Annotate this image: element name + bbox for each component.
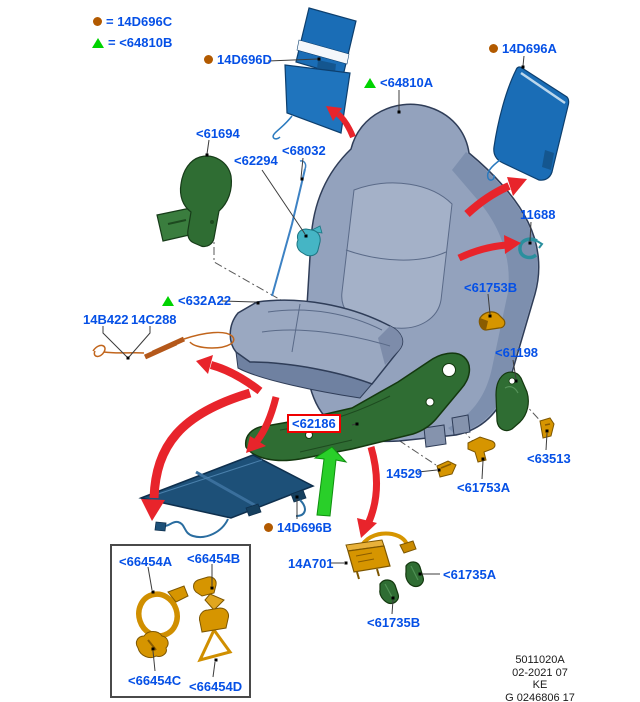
part-label-text: <632A22 <box>178 293 232 308</box>
part-label-text: <66454D <box>189 679 243 694</box>
legend-text: = <64810B <box>108 35 173 50</box>
part-label-text: 14529 <box>386 466 423 481</box>
part-label-text: <66454C <box>128 673 182 688</box>
part-label-text: <61735A <box>443 567 497 582</box>
part-label-632A22[interactable] <box>162 294 231 307</box>
circle-marker-icon <box>489 44 498 53</box>
part-label-62186-highlighted[interactable] <box>287 414 341 433</box>
part-label-text: <61753A <box>457 480 511 495</box>
part-label-text: <66454A <box>119 554 173 569</box>
part-label-text: <61198 <box>495 345 539 360</box>
part-label-text: <61735B <box>367 615 421 630</box>
reference-drawing-id: G 0246806 17 <box>505 691 575 702</box>
green-arrow <box>315 447 346 516</box>
part-label-14B422[interactable] <box>83 313 129 326</box>
part-label-61694[interactable] <box>196 127 240 140</box>
reference-code: KE <box>532 679 548 691</box>
part-label-14D696A[interactable] <box>489 42 557 55</box>
circle-marker-icon <box>204 55 213 64</box>
knob-61735B-art <box>380 580 399 603</box>
part-label-61753A[interactable] <box>457 481 510 494</box>
rod-68032-art <box>272 161 306 296</box>
part-label-66454B[interactable] <box>187 552 240 565</box>
part-label-text: <63513 <box>527 451 571 466</box>
circle-marker-icon <box>93 17 102 26</box>
part-label-61198[interactable] <box>495 346 538 359</box>
legend-item-triangle <box>92 36 172 49</box>
part-label-text: 14C288 <box>131 312 177 327</box>
legend-item-circle <box>93 15 172 28</box>
bracket-61694-art <box>157 156 231 246</box>
part-label-63513[interactable] <box>527 452 571 465</box>
drawing-reference-block <box>482 654 598 702</box>
part-label-14529[interactable] <box>386 467 422 480</box>
part-label-text: <64810A <box>380 75 434 90</box>
part-label-text: 14D696B <box>277 520 332 535</box>
part-label-14A701[interactable] <box>288 557 334 570</box>
part-label-text: <62294 <box>234 153 278 168</box>
part-label-66454A[interactable] <box>119 555 172 568</box>
part-label-text: <68032 <box>282 143 326 158</box>
handle-61198-art <box>496 372 528 431</box>
part-label-11688[interactable] <box>520 208 555 221</box>
part-label-66454D[interactable] <box>189 680 242 693</box>
reference-number: 5011020A <box>515 654 565 666</box>
part-label-text: <61753B <box>464 280 518 295</box>
part-label-text: 14B422 <box>83 312 129 327</box>
part-label-text: 14D696A <box>502 41 557 56</box>
triangle-marker-icon <box>364 78 376 88</box>
part-label-68032[interactable] <box>282 144 326 157</box>
legend-text: = 14D696C <box>106 14 173 29</box>
part-label-text: <62186 <box>292 416 336 431</box>
triangle-marker-icon <box>162 296 174 306</box>
part-label-14D696B[interactable] <box>264 521 332 534</box>
red-arrow <box>357 447 377 538</box>
part-label-61753B[interactable] <box>464 281 517 294</box>
back-panel-14D696A-art <box>488 67 569 180</box>
part-label-text: <66454B <box>187 551 241 566</box>
part-label-64810A[interactable] <box>364 76 433 89</box>
part-label-text: 14A701 <box>288 556 334 571</box>
part-label-text: 11688 <box>520 207 556 222</box>
reference-date: 02-2021 07 <box>512 666 568 679</box>
part-label-61735A[interactable] <box>443 568 496 581</box>
part-label-61735B[interactable] <box>367 616 420 629</box>
part-label-14D696D[interactable] <box>204 53 272 66</box>
triangle-marker-icon <box>92 38 104 48</box>
part-label-14C288[interactable] <box>131 313 177 326</box>
part-label-66454C[interactable] <box>128 674 181 687</box>
part-label-text: 14D696D <box>217 52 272 67</box>
part-label-text: <61694 <box>196 126 240 141</box>
circle-marker-icon <box>264 523 273 532</box>
part-label-62294[interactable] <box>234 154 278 167</box>
